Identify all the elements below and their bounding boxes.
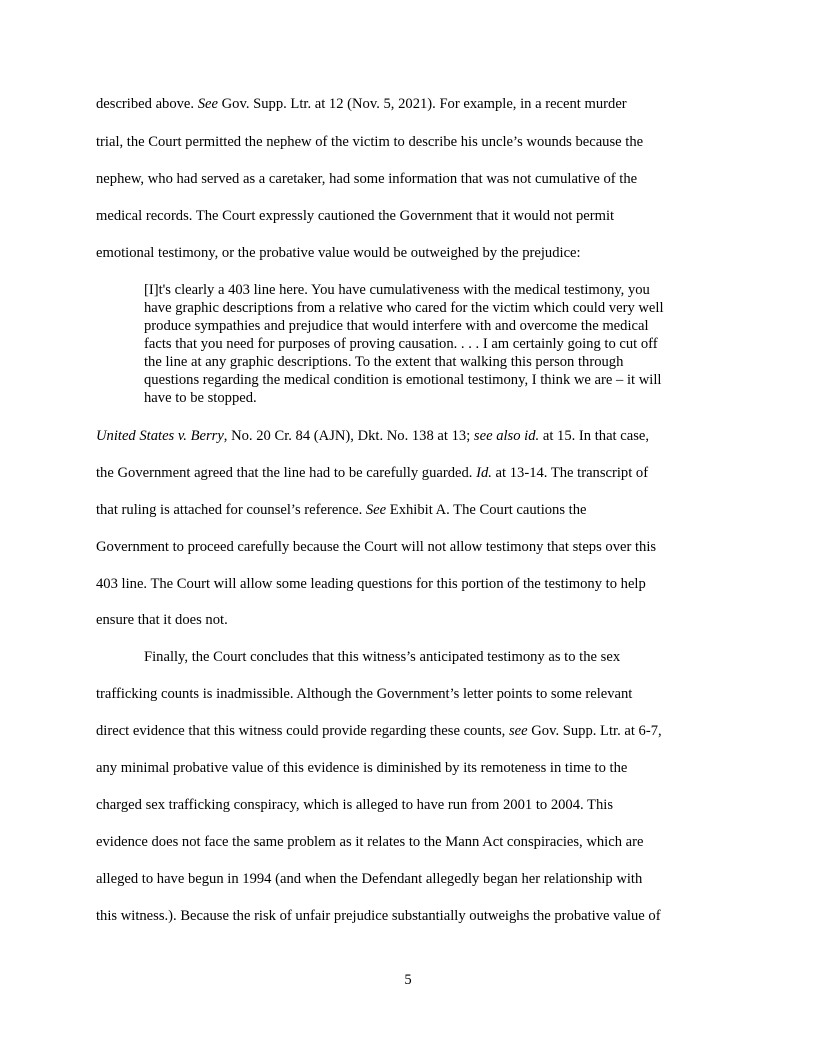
block-quote-line: the line at any graphic descriptions. To the extent that walking this person through — [144, 354, 624, 370]
body-line: charged sex trafficking conspiracy, which is alleged to have run from 2001 to 2004. This — [96, 797, 614, 813]
body-line: Government to proceed carefully because the Court will not allow testimony that steps over this — [96, 539, 657, 555]
block-quote-line: have graphic descriptions from a relative who cared for the victim which could very well — [144, 300, 664, 316]
body-line: 403 line. The Court will allow some leading questions for this portion of the testimony to help — [96, 576, 646, 592]
body-line: this witness.). Because the risk of unfair prejudice substantially outweighs the probative value of — [96, 908, 661, 924]
body-line: direct evidence that this witness could provide regarding these counts, see Gov. Supp. Ltr. at 6-7, — [96, 723, 662, 739]
body-line: evidence does not face the same problem as it relates to the Mann Act conspiracies, which are — [96, 834, 644, 850]
body-line: that ruling is attached for counsel’s reference. See Exhibit A. The Court cautions the — [96, 502, 587, 518]
body-line: described above. See Gov. Supp. Ltr. at 12 (Nov. 5, 2021). For example, in a recent murder — [96, 96, 627, 112]
block-quote-line: have to be stopped. — [144, 390, 257, 406]
block-quote-line: facts that you need for purposes of proving causation. . . . I am certainly going to cut off — [144, 336, 658, 352]
body-line: the Government agreed that the line had to be carefully guarded. Id. at 13-14. The transcript of — [96, 465, 649, 481]
body-line: trial, the Court permitted the nephew of the victim to describe his uncle’s wounds because the — [96, 134, 644, 150]
body-line: nephew, who had served as a caretaker, had some information that was not cumulative of the — [96, 171, 638, 187]
block-quote-line: [I]t's clearly a 403 line here. You have cumulativeness with the medical testimony, you — [144, 282, 650, 298]
page-number: 5 — [404, 972, 412, 988]
block-quote-line: produce sympathies and prejudice that would interfere with and overcome the medical — [144, 318, 649, 334]
body-line: Finally, the Court concludes that this witness’s anticipated testimony as to the sex — [144, 649, 621, 665]
body-line: trafficking counts is inadmissible. Although the Government’s letter points to some relevant — [96, 686, 633, 702]
body-line: alleged to have begun in 1994 (and when the Defendant allegedly began her relationship with — [96, 871, 643, 887]
body-line: United States v. Berry, No. 20 Cr. 84 (AJN), Dkt. No. 138 at 13; see also id. at 15. In that case, — [96, 428, 650, 444]
block-quote-line: questions regarding the medical condition is emotional testimony, I think we are – it will — [144, 372, 662, 388]
body-line: ensure that it does not. — [96, 612, 228, 628]
body-line: emotional testimony, or the probative value would be outweighed by the prejudice: — [96, 245, 581, 261]
body-line: medical records. The Court expressly cautioned the Government that it would not permit — [96, 208, 615, 224]
body-line: any minimal probative value of this evidence is diminished by its remoteness in time to the — [96, 760, 628, 776]
